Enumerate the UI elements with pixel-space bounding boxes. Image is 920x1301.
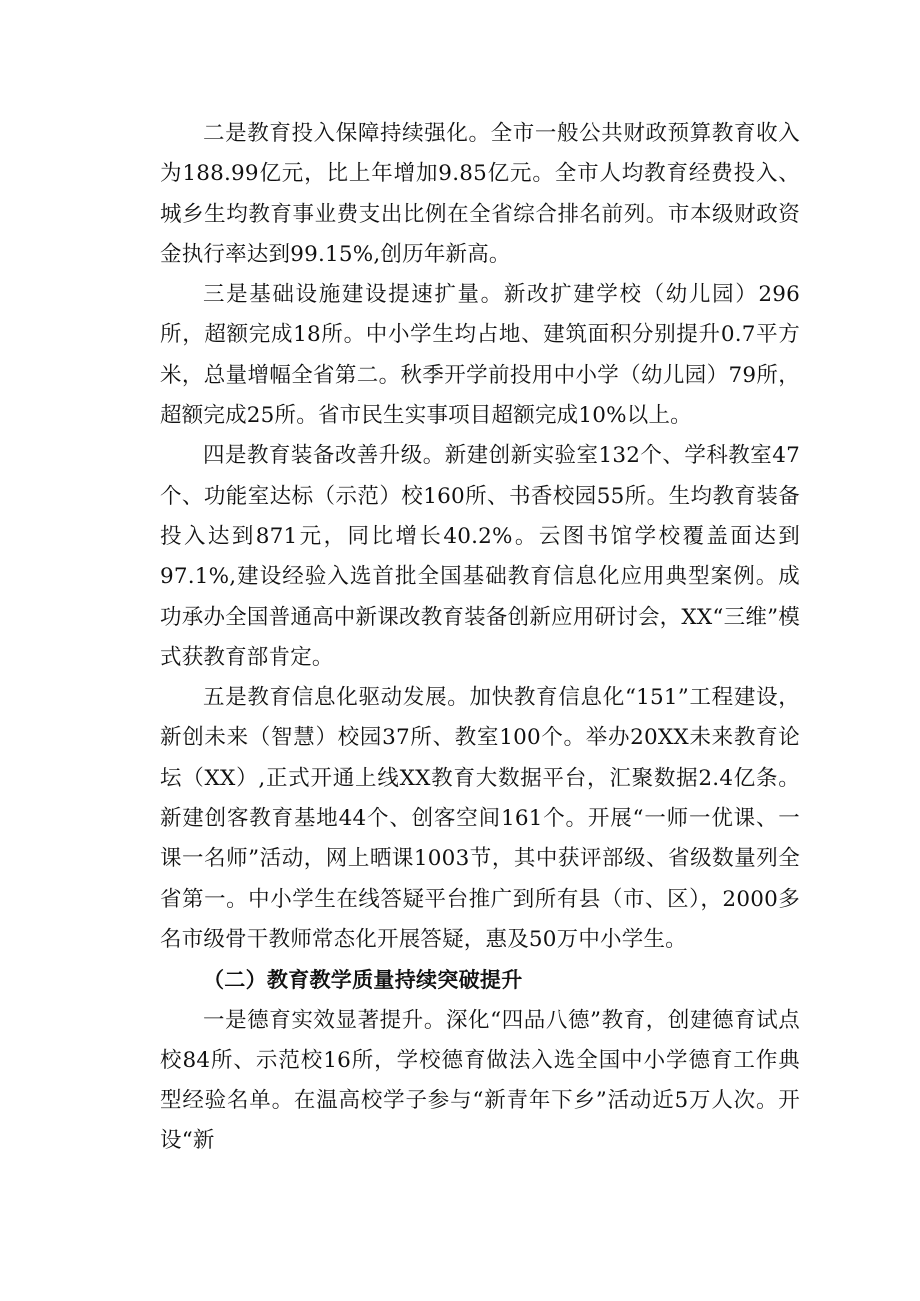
paragraph-infrastructure: 三是基础设施建设提速扩量。新改扩建学校（幼儿园）296所，超额完成18所。中小学生均占地、建筑面积分别提升0.7平方米，总量增幅全省第二。秋季开学前投用中小学（幼儿园）79所，超额完成25所。省市民生实事项目超额完成10%以上。: [160, 282, 800, 429]
paragraph-equipment: 四是教育装备改善升级。新建创新实验室132个、学科教室47个、功能室达标（示范）校160所、书香校园55所。生均教育装备投入达到871元，同比增长40.2%。云图书馆学校覆盖面达到97.1%,建设经验入选首批全国基础教育信息化应用典型案例。成功承办全国普通高中新课改教育装备创新应用研讨会，XX“三维”模式获教育部肯定。: [160, 443, 800, 670]
paragraph-education-investment: 二是教育投入保障持续强化。全市一般公共财政预算教育收入为188.99亿元，比上年增加9.85亿元。全市人均教育经费投入、城乡生均教育事业费支出比例在全省综合排名前列。市本级财政资金执行率达到99.15%,创历年新高。: [160, 121, 800, 267]
paragraph-moral-education: 一是德育实效显著提升。深化“四品八德”教育，创建德育试点校84所、示范校16所，学校德育做法入选全国中小学德育工作典型经验名单。在温高校学子参与“新青年下乡”活动近5万人次。开设“新: [160, 1007, 800, 1154]
document-page: [160, 114, 800, 1162]
section-heading: （二）教育教学质量持续突破提升: [203, 968, 523, 993]
paragraph-informatization: 五是教育信息化驱动发展。加快教育信息化“151”工程建设，新创未来（智慧）校园37所、教室100个。举办20XX未来教育论坛（XX）,正式开通上线XX教育大数据平台，汇聚数据2.4亿条。新建创客教育基地44个、创客空间161个。开展“一师一优课、一课一名师”活动，网上晒课1003节，其中获评部级、省级数量列全省第一。中小学生在线答疑平台推广到所有县（市、区），2000多名市级骨干教师常态化开展答疑，惠及50万中小学生。: [160, 685, 800, 952]
